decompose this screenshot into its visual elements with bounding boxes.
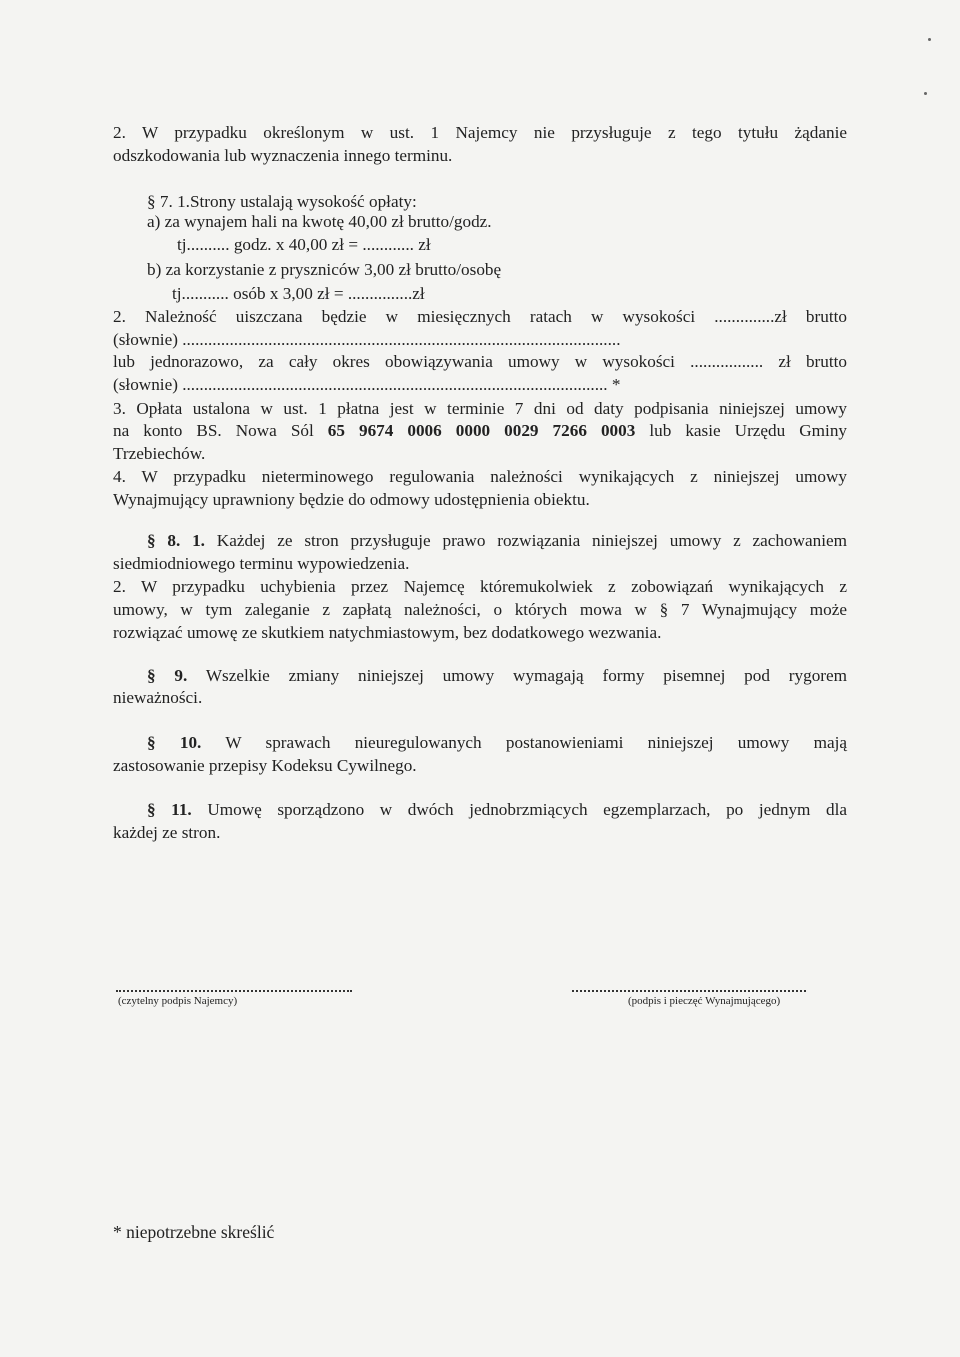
tenant-signature-label: (czytelny podpis Najemcy) [118, 995, 238, 1007]
sec11-line1 [147, 798, 847, 821]
sec7-b-line1: b) za korzystanie z pryszniców 3,00 zł brutto/osobę [147, 260, 502, 279]
sec7-p2-line3: lub jednorazowo, za cały okres obowiązywania umowy w wysokości ................. zł brutto [113, 352, 847, 371]
footnote: * niepotrzebne skreślić [113, 1222, 275, 1242]
sec7-p3-line1: 3. Opłata ustalona w ust. 1 płatna jest w terminie 7 dni od daty podpisania niniejszej umowy [113, 399, 847, 418]
sec7-heading: § 7. 1.Strony ustalają wysokość opłaty: [147, 192, 417, 211]
sec7-p3-line2-pre: na konto BS. Nowa Sól [113, 421, 328, 440]
scan-speck [928, 38, 931, 41]
sec6-p2-line1: 2. W przypadku określonym w ust. 1 Najemcy nie przysługuje z tego tytułu żądanie [113, 123, 847, 142]
sec8-p2-line1: 2. W przypadku uchybienia przez Najemcę któremukolwiek z zobowiązań wynikających z [113, 577, 847, 596]
sec7-p2-line2: (słownie) ...................................................................................................... [113, 330, 621, 349]
landlord-signature-line [572, 990, 806, 992]
sec7-a-line2: tj.......... godz. x 40,00 zł = ............ zł [177, 235, 431, 254]
sec10-mark: § 10. [147, 733, 202, 752]
sec11-line2: każdej ze stron. [113, 823, 221, 842]
sec9-line1-text: Wszelkie zmiany niniejszej umowy wymagają formy pisemnej pod rygorem [187, 666, 848, 685]
sec7-p4-line1: 4. W przypadku nieterminowego regulowania należności wynikających z niniejszej umowy [113, 467, 847, 486]
tenant-signature-line [116, 990, 352, 992]
sec11-line1-text: Umowę sporządzono w dwóch jednobrzmiących egzemplarzach, po jednym dla [191, 800, 847, 819]
sec7-p2-line1: 2. Należność uiszczana będzie w miesięcznych ratach w wysokości ..............zł brutto [113, 307, 847, 326]
landlord-signature-label: (podpis i pieczęć Wynajmującego) [628, 995, 781, 1007]
sec10-line1-text: W sprawach nieuregulowanych postanowieniami niniejszej umowy mają [201, 733, 848, 752]
sec9-line1 [147, 664, 847, 687]
sec8-mark: § 8. 1. [147, 531, 205, 550]
sec8-p2-line3: rozwiązać umowę ze skutkiem natychmiastowym, bez dodatkowego wezwania. [113, 623, 662, 642]
sec7-p4-line2: Wynajmujący uprawniony będzie do odmowy udostępnienia obiektu. [113, 490, 590, 509]
sec8-p1-line1-text: Każdej ze stron przysługuje prawo rozwiązania niniejszej umowy z zachowaniem [204, 531, 847, 550]
sec7-p3-line2 [113, 419, 847, 442]
sec6-p2-line2: odszkodowania lub wyznaczenia innego terminu. [113, 146, 453, 165]
sec9-line2: nieważności. [113, 688, 203, 707]
sec10-line2: zastosowanie przepisy Kodeksu Cywilnego. [113, 756, 417, 775]
sec8-p2-line2: umowy, w tym zaleganie z zapłatą należności, o których mowa w § 7 Wynajmujący może [113, 600, 847, 619]
sec8-p1-line2: siedmiodniowego terminu wypowiedzenia. [113, 554, 410, 573]
scan-speck [924, 92, 927, 95]
sec7-p3-line3: Trzebiechów. [113, 444, 206, 463]
sec7-p2-line4: (słownie) ................................................................................................... * [113, 375, 621, 394]
sec11-mark: § 11. [147, 800, 192, 819]
sec7-p3-line2-post: lub kasie Urzędu Gminy [635, 421, 848, 440]
sec10-line1 [147, 731, 847, 754]
sec9-mark: § 9. [147, 666, 188, 685]
sec8-p1-line1 [147, 529, 847, 552]
sec7-b-line2: tj........... osób x 3,00 zł = ...............zł [172, 284, 425, 303]
bank-account-number: 65 9674 0006 0000 0029 7266 0003 [327, 421, 636, 440]
sec7-a-line1: a) za wynajem hali na kwotę 40,00 zł brutto/godz. [147, 212, 492, 231]
